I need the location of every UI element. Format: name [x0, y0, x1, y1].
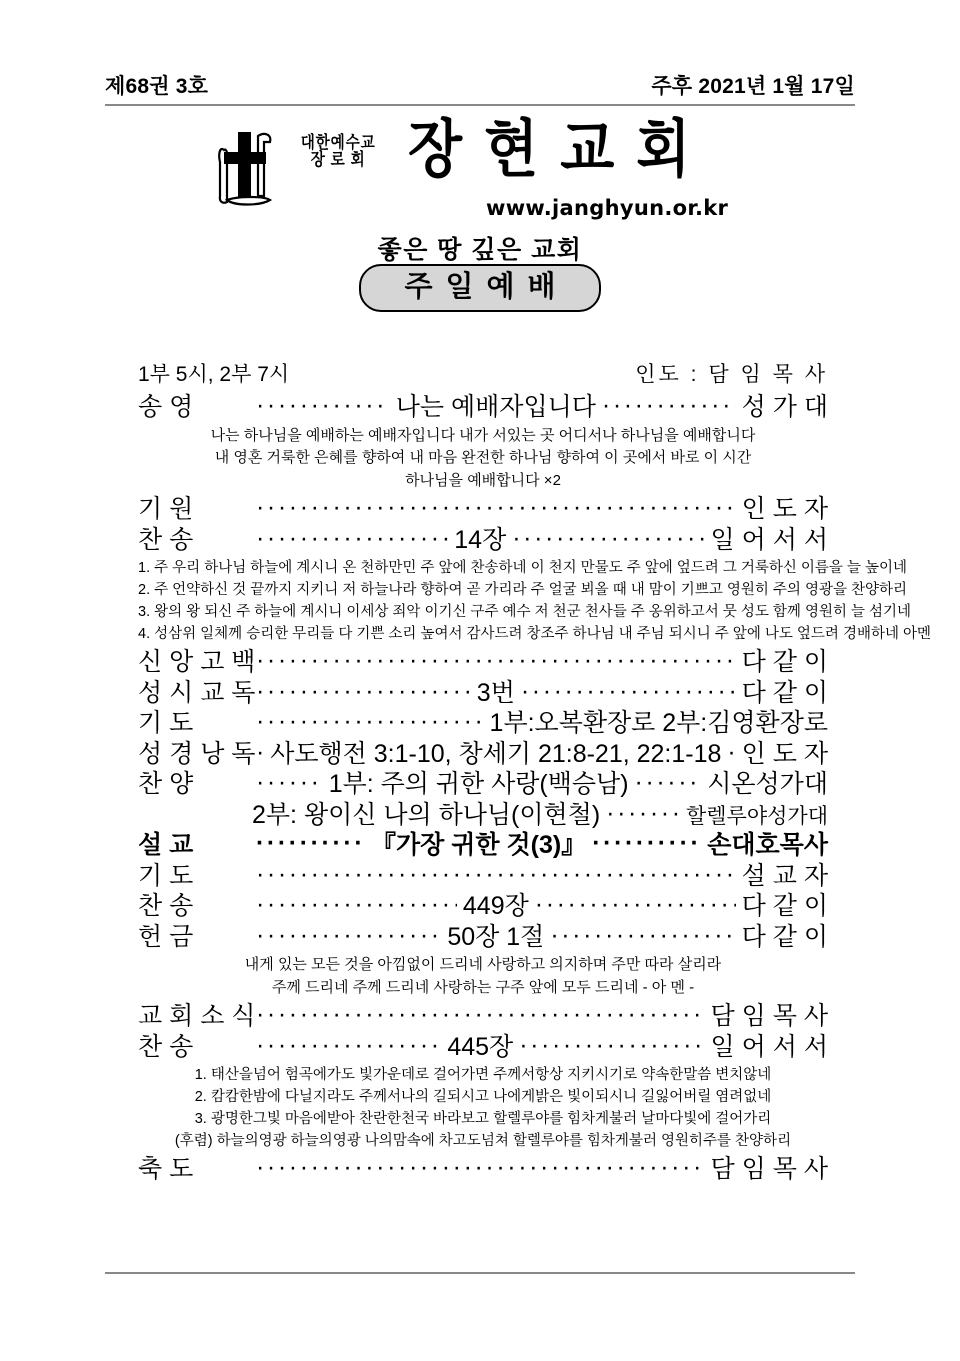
- hymn-14-verses: [138, 557, 932, 645]
- order-row-benediction: [138, 1154, 828, 1185]
- leader-dots: [635, 770, 702, 795]
- order-right: 인 도 자: [741, 739, 828, 768]
- order-right: 1부:오복환장로 2부:김영환장로: [489, 709, 828, 738]
- order-label: 찬 송: [138, 1032, 194, 1061]
- preacher-name: 손대호목사: [707, 831, 828, 860]
- order-label: 기 도: [138, 861, 194, 890]
- sermon-title: 『가장 귀한 것(3)』: [371, 831, 587, 860]
- order-middle: 사도행전 3:1-10, 창세기 21:8-21, 22:1-18: [270, 739, 722, 768]
- cross-scroll-icon: [214, 124, 280, 208]
- offering-lyrics: [138, 954, 828, 999]
- order-right: 일 어 서 서: [710, 525, 828, 554]
- order-right: 설 교 자: [741, 861, 828, 890]
- church-name: 장현교회: [408, 112, 713, 187]
- leader-dots: [592, 831, 701, 856]
- church-slogan: 좋은 땅 깊은 교회: [377, 236, 583, 264]
- verse-line: 3. 광명한그빛 마음에받아 찬란한천국 바라보고 할렐루야를 힘차게불러 날마다빛에 걸어가리: [194, 1111, 772, 1128]
- leader-dots: [519, 1033, 704, 1058]
- order-row-hymn-14: [138, 525, 828, 556]
- order-label: 기 원: [138, 495, 194, 523]
- leader-dots: [256, 1155, 705, 1180]
- order-row-anthem-1: [138, 769, 828, 800]
- order-label: 축 도: [138, 1155, 194, 1184]
- leader-dots: [256, 648, 736, 673]
- service-badge-wrap: [0, 264, 960, 312]
- order-row-announcements: [138, 1001, 828, 1032]
- leader-dots: [256, 709, 484, 734]
- leader-dots: [256, 1033, 441, 1058]
- order-middle: 1부: 주의 귀한 사랑(백승남): [328, 770, 629, 799]
- leader-dots: [512, 526, 704, 551]
- lyric-line: 내 영혼 거룩한 은혜를 향하여 내 마음 완전한 하나님 향하여 이 곳에서 바로 이 시간: [214, 449, 752, 466]
- leader-dots: [256, 740, 264, 765]
- order-label: 헌 금: [138, 922, 194, 951]
- lyric-line: 내게 있는 모든 것을 아낌없이 드리네 사랑하고 의지하며 주만 따라 살리라: [244, 956, 722, 974]
- order-right: 성 가 대: [741, 393, 828, 421]
- service-times: 1부 5시, 2부 7시: [138, 363, 290, 386]
- leader-dots: [256, 495, 736, 520]
- leader-dots: [550, 923, 735, 948]
- church-website: www.janghyun.or.kr: [486, 196, 729, 220]
- service-time-row: [138, 358, 828, 388]
- order-label: 교 회 소 식: [138, 1002, 256, 1031]
- order-row-hymn-445: [138, 1032, 828, 1063]
- leader-dots: [256, 679, 471, 704]
- order-row-sermon: [138, 830, 828, 861]
- leader-dots: [256, 393, 390, 418]
- leader-dots: [727, 740, 735, 765]
- denomination-name: [290, 134, 386, 169]
- hymn-445-verses: [138, 1064, 828, 1152]
- order-label: 기 도: [138, 709, 194, 738]
- order-right: 다 같 이: [741, 892, 828, 921]
- order-label: 찬 송: [138, 892, 194, 921]
- service-leader: 인도 : 담 임 목 사: [635, 363, 828, 386]
- church-logo: [0, 112, 960, 230]
- leader-dots: [535, 892, 736, 917]
- order-label: 설 교: [138, 831, 194, 860]
- service-type-badge: 주일예배: [359, 264, 600, 312]
- order-row-anthem-2: [138, 800, 828, 831]
- order-row-offering: [138, 922, 828, 953]
- denomination-line-1: 대한예수교: [300, 133, 376, 152]
- order-right: 인 도 자: [741, 495, 828, 523]
- verse-line: 1. 주 우리 하나님 하늘에 계시니 온 천하만민 주 앞에 찬송하네 이 천지 만물도 주 앞에 엎드려 그 거룩하신 이름을 늘 높이네: [138, 560, 908, 576]
- order-right: 할렐루야성가대: [685, 804, 828, 828]
- order-row-invocation: [138, 494, 828, 525]
- order-label: 성 시 교 독: [138, 678, 256, 707]
- order-label: 송 영: [138, 393, 194, 421]
- order-row-creed: [138, 647, 828, 678]
- order-middle: 449장: [462, 892, 529, 921]
- order-right: 담 임 목 사: [710, 1002, 828, 1031]
- order-right: 다 같 이: [741, 648, 828, 677]
- order-row-responsive-reading: [138, 678, 828, 709]
- order-right: 시온성가대: [707, 770, 828, 799]
- order-row-scripture: [138, 739, 828, 770]
- verse-line: (후렴) 하늘의영광 하늘의영광 나의맘속에 차고도넘쳐 할렐루야를 힘차게불러 영원히주를 찬양하리: [174, 1133, 792, 1150]
- order-row-doxology: [138, 392, 828, 423]
- leader-dots: [521, 679, 736, 704]
- issue-date: 주후 2021년 1월 17일: [651, 75, 855, 98]
- leader-dots: [256, 770, 323, 795]
- verse-line: 4. 성삼위 일체께 승리한 무리들 다 기쁜 소리 높여서 감사드려 창조주 하나님 내 주님 되시니 주 앞에 나도 엎드려 경배하네 아멘: [138, 626, 932, 643]
- order-middle: 나는 예배자입니다: [395, 393, 596, 421]
- order-label: 성 경 낭 독: [138, 739, 256, 768]
- order-right: 다 같 이: [741, 922, 828, 951]
- order-label: 찬 양: [138, 770, 194, 799]
- order-right: 담 임 목 사: [710, 1155, 828, 1184]
- verse-line: 2. 캄캄한밤에 다닐지라도 주께서나의 길되시고 나에게밝은 빛이되시니 길잃어버릴 염려없네: [194, 1089, 772, 1106]
- leader-dots: [256, 526, 448, 551]
- lyric-line: 하나님을 예배합니다 ×2: [405, 471, 561, 489]
- lyric-line: 나는 하나님을 예배하는 예배자입니다 내가 서있는 곳 어디서나 하나님을 예배합니다: [210, 426, 756, 444]
- leader-dots: [256, 831, 365, 856]
- leader-dots: [602, 393, 736, 418]
- doxology-lyrics: [138, 425, 828, 493]
- footer-divider: [105, 1272, 855, 1274]
- leader-dots: [606, 801, 680, 826]
- leader-dots: [256, 892, 457, 917]
- order-row-prayer: [138, 708, 828, 739]
- volume-issue: 제68권 3호: [105, 75, 209, 98]
- leader-dots: [256, 1002, 705, 1027]
- order-middle: 3번: [476, 678, 515, 707]
- leader-dots: [256, 862, 736, 887]
- verse-line: 1. 태산을넘어 험곡에가도 빛가운데로 걸어가면 주께서항상 지키시기로 약속한말씀 변치않네: [194, 1067, 772, 1084]
- order-middle: 50장 1절: [447, 922, 545, 951]
- order-right: 다 같 이: [741, 678, 828, 707]
- order-middle: 445장: [447, 1032, 514, 1061]
- order-middle: 14장: [454, 525, 507, 554]
- header-divider: [105, 104, 855, 106]
- verse-line: 2. 주 언약하신 것 끝까지 지키니 저 하늘나라 향하여 곧 가리라 주 얼굴 뵈올 때 내 맘이 기쁘고 영원히 주의 영광을 찬양하리: [138, 582, 908, 599]
- leader-dots: [256, 923, 441, 948]
- lyric-line: 주께 드리네 주께 드리네 사랑하는 구주 앞에 모두 드리네 - 아 멘 -: [271, 978, 695, 996]
- order-of-service: [138, 358, 932, 1185]
- verse-line: 3. 왕의 왕 되신 주 하늘에 계시니 이세상 죄악 이기신 구주 예수 저 천군 천사들 주 옹위하고서 뭇 성도 함께 영원히 늘 섬기네: [138, 604, 912, 621]
- order-label: 신 앙 고 백: [138, 648, 256, 677]
- order-right: 일 어 서 서: [710, 1032, 828, 1061]
- order-row-hymn-449: [138, 891, 828, 922]
- order-label: 찬 송: [138, 525, 194, 554]
- order-middle: 2부: 왕이신 나의 하나님(이현철): [252, 800, 601, 829]
- denomination-line-2: 장 로 회: [310, 150, 366, 170]
- order-row-prayer-2: [138, 861, 828, 892]
- masthead: [105, 70, 855, 100]
